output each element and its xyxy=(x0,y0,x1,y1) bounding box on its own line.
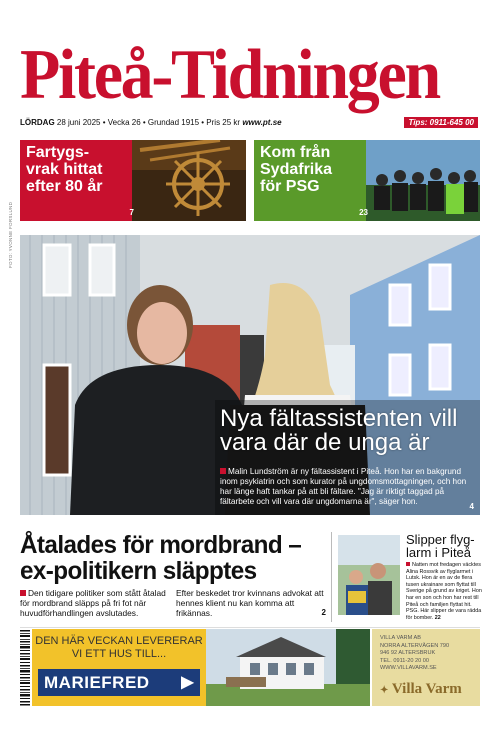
side-story-photo xyxy=(338,535,400,615)
side-story-page: 22 xyxy=(434,614,441,621)
ad-house-name: MARIEFRED ▶ xyxy=(38,669,200,696)
ad-divider xyxy=(20,627,480,628)
teaser-psg-title: Kom från Sydafrika för PSG xyxy=(260,144,333,195)
ad-line-2: VI ETT HUS TILL... xyxy=(71,648,167,660)
arrow-right-icon: ▶ xyxy=(181,674,194,691)
barcode xyxy=(20,630,30,706)
tips-badge: Tips: 0911-645 00 xyxy=(404,117,478,128)
masthead-info-line xyxy=(20,117,478,128)
bullet-square xyxy=(20,590,26,596)
teaser-shipwreck[interactable] xyxy=(20,140,246,221)
masthead-day: LÖRDAG xyxy=(20,118,55,127)
masthead-meta: 28 juni 2025 • Vecka 26 • Grundad 1915 • Pris 25 kr xyxy=(56,118,241,127)
ad-company: VILLA VARM AB xyxy=(380,635,421,641)
column-divider xyxy=(331,532,332,622)
ad-city: 946 92 ALTERSBRUK xyxy=(380,650,436,657)
hero-headline: Nya fältassistenten vill vara där de unga är xyxy=(220,405,458,456)
lead-column-2: Efter beskedet tror kvinnans advokat att hennes klient nu kan komma att frikännas. 2 xyxy=(176,588,326,618)
hero-story[interactable] xyxy=(20,235,480,515)
teaser-shipwreck-page: 7 xyxy=(129,208,134,217)
masthead-title: Piteå-Tidningen xyxy=(20,36,439,114)
lead-column-1: Den tidigare politiker som stått åtalad för mordbrand släpps på fri fot när huvudförhandlingen avslutades. xyxy=(20,588,166,618)
villa-varm-logo: ✦ Villa Varm xyxy=(380,681,462,697)
side-story-headline[interactable]: Slipper flyg-larm i Piteå xyxy=(406,532,475,560)
side-story-body: Natten mot fredagen väcktes Alina Rossvik av flyglarmet i Lutsk. Hon är en av de flera tusen ukrainare som flyttat till Sverige på grund av kriget. Hon har en son och hon har rest till Piteå och familjen flyttat hit. PSG. Här slipper de vara rädda för bomber. 22 xyxy=(406,562,482,621)
bullet-square xyxy=(220,468,226,474)
teaser-psg[interactable] xyxy=(254,140,480,221)
teaser-psg-page: 23 xyxy=(359,208,368,217)
hero-page: 4 xyxy=(469,502,474,511)
ad-contact-panel xyxy=(372,629,480,706)
ad-yellow-panel[interactable] xyxy=(32,629,206,706)
masthead-url[interactable]: www.pt.se xyxy=(242,118,282,127)
lead-page: 2 xyxy=(321,608,326,617)
photo-credit: FOTO: YVONNE FORSLUND xyxy=(8,201,13,268)
bullet-square xyxy=(406,562,410,566)
ad-phone: TEL. 0911-20 20 00 xyxy=(380,657,430,664)
hero-lede: Malin Lundström är ny fältassistent i Piteå. Hon har en bakgrund inom psykiatrin och som kurator på ungdomsmottagningen, och hon har länge haft tankar på att bli fältare. "Jag är riktigt taggad på fältarbete och vill vara där ungdomarna är", säger hon. xyxy=(220,467,467,506)
teaser-shipwreck-title: Fartygs- vrak hittat efter 80 år xyxy=(26,144,103,195)
ad-website[interactable]: WWW.VILLAVARM.SE xyxy=(380,665,437,672)
villa-varm-icon: ✦ xyxy=(380,685,389,696)
ad-house-photo xyxy=(206,629,370,706)
lead-headline[interactable]: Åtalades för mordbrand – ex-politikern släpptes xyxy=(20,531,302,585)
ad-street: NORRA ALTERVÄGEN 790 xyxy=(380,642,450,649)
ad-line-1: DEN HÄR VECKAN LEVERERAR xyxy=(35,635,203,647)
